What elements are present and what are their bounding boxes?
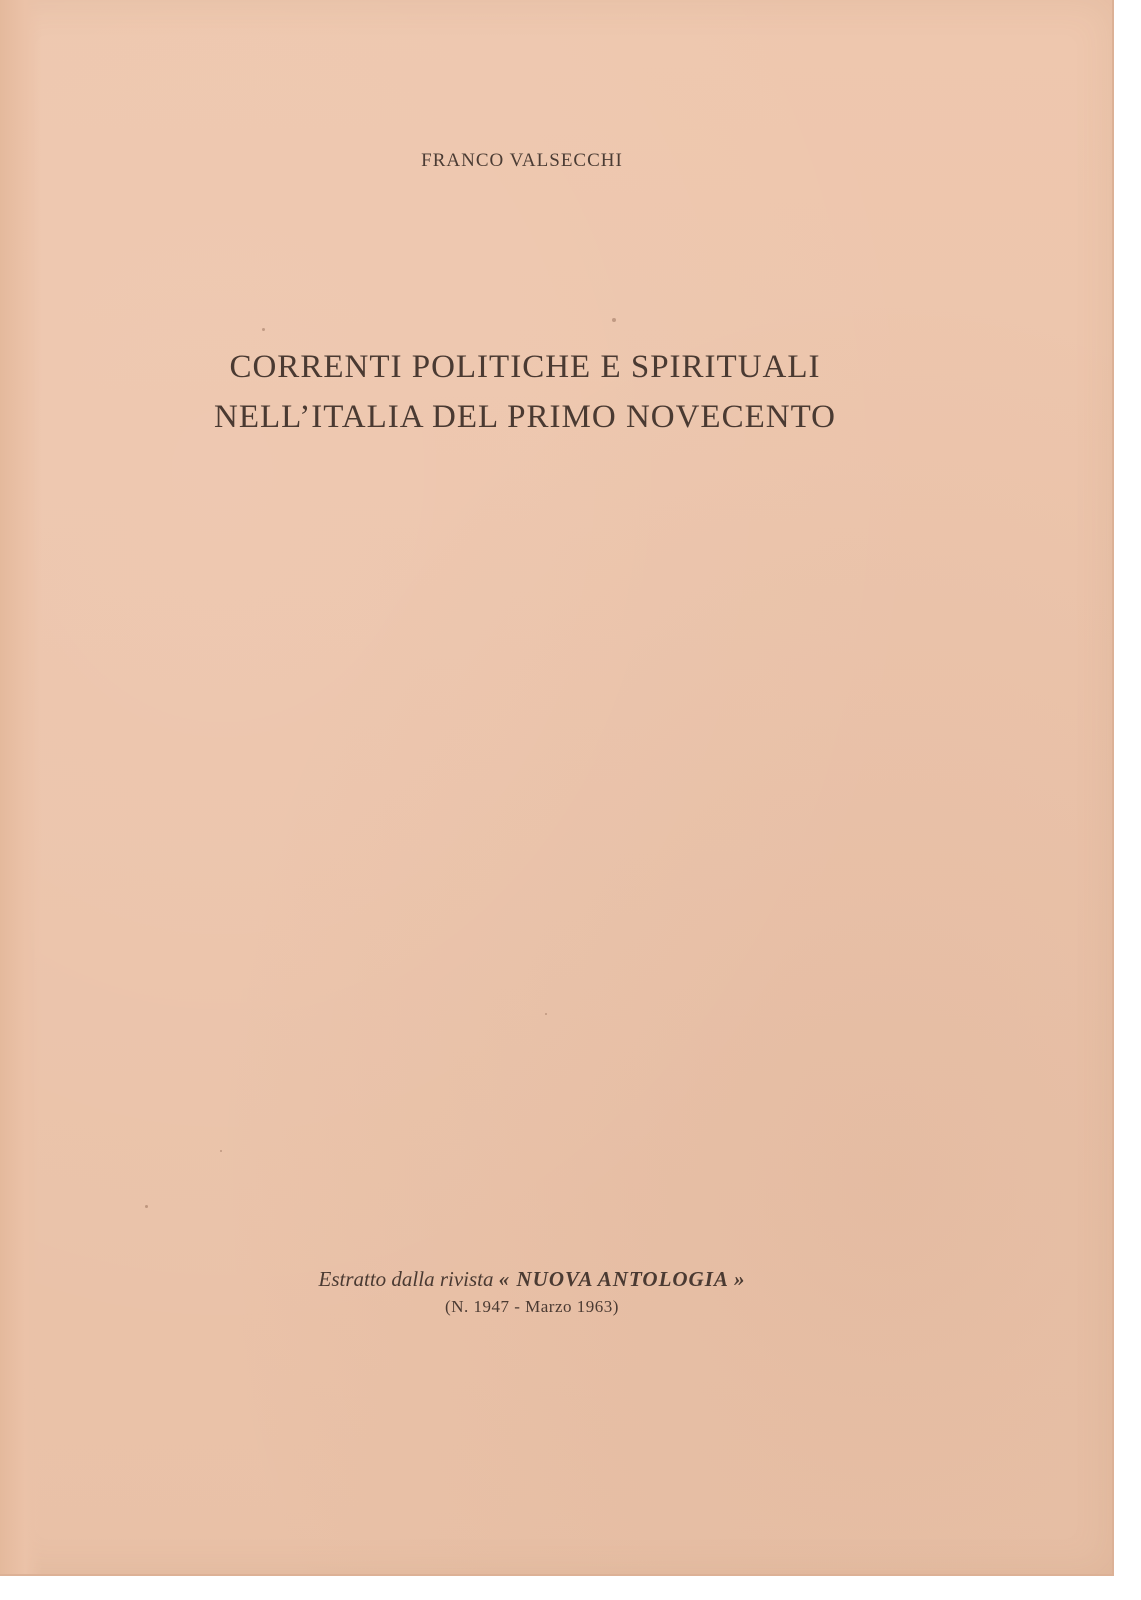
paper-speck [262, 328, 265, 331]
paper-speck [612, 318, 616, 322]
journal-name: « NUOVA ANTOLOGIA » [498, 1267, 746, 1291]
issue-info: (N. 1947 - Marzo 1963) [445, 1297, 619, 1316]
extract-prefix: Estratto dalla rivista [318, 1267, 499, 1291]
title-line-2: NELL’ITALIA DEL PRIMO NOVECENTO [213, 399, 836, 435]
paper-speck [220, 1150, 222, 1152]
title-line-1: CORRENTI POLITICHE E SPIRITUALI [229, 349, 821, 385]
paper-speck [545, 1013, 547, 1015]
publication-note [0, 1264, 1064, 1320]
extract-line [0, 1264, 1064, 1294]
spine-edge [0, 0, 42, 1574]
author-name: FRANCO VALSECCHI [421, 150, 623, 171]
document-title [0, 342, 1050, 442]
paper-speck [145, 1205, 148, 1208]
